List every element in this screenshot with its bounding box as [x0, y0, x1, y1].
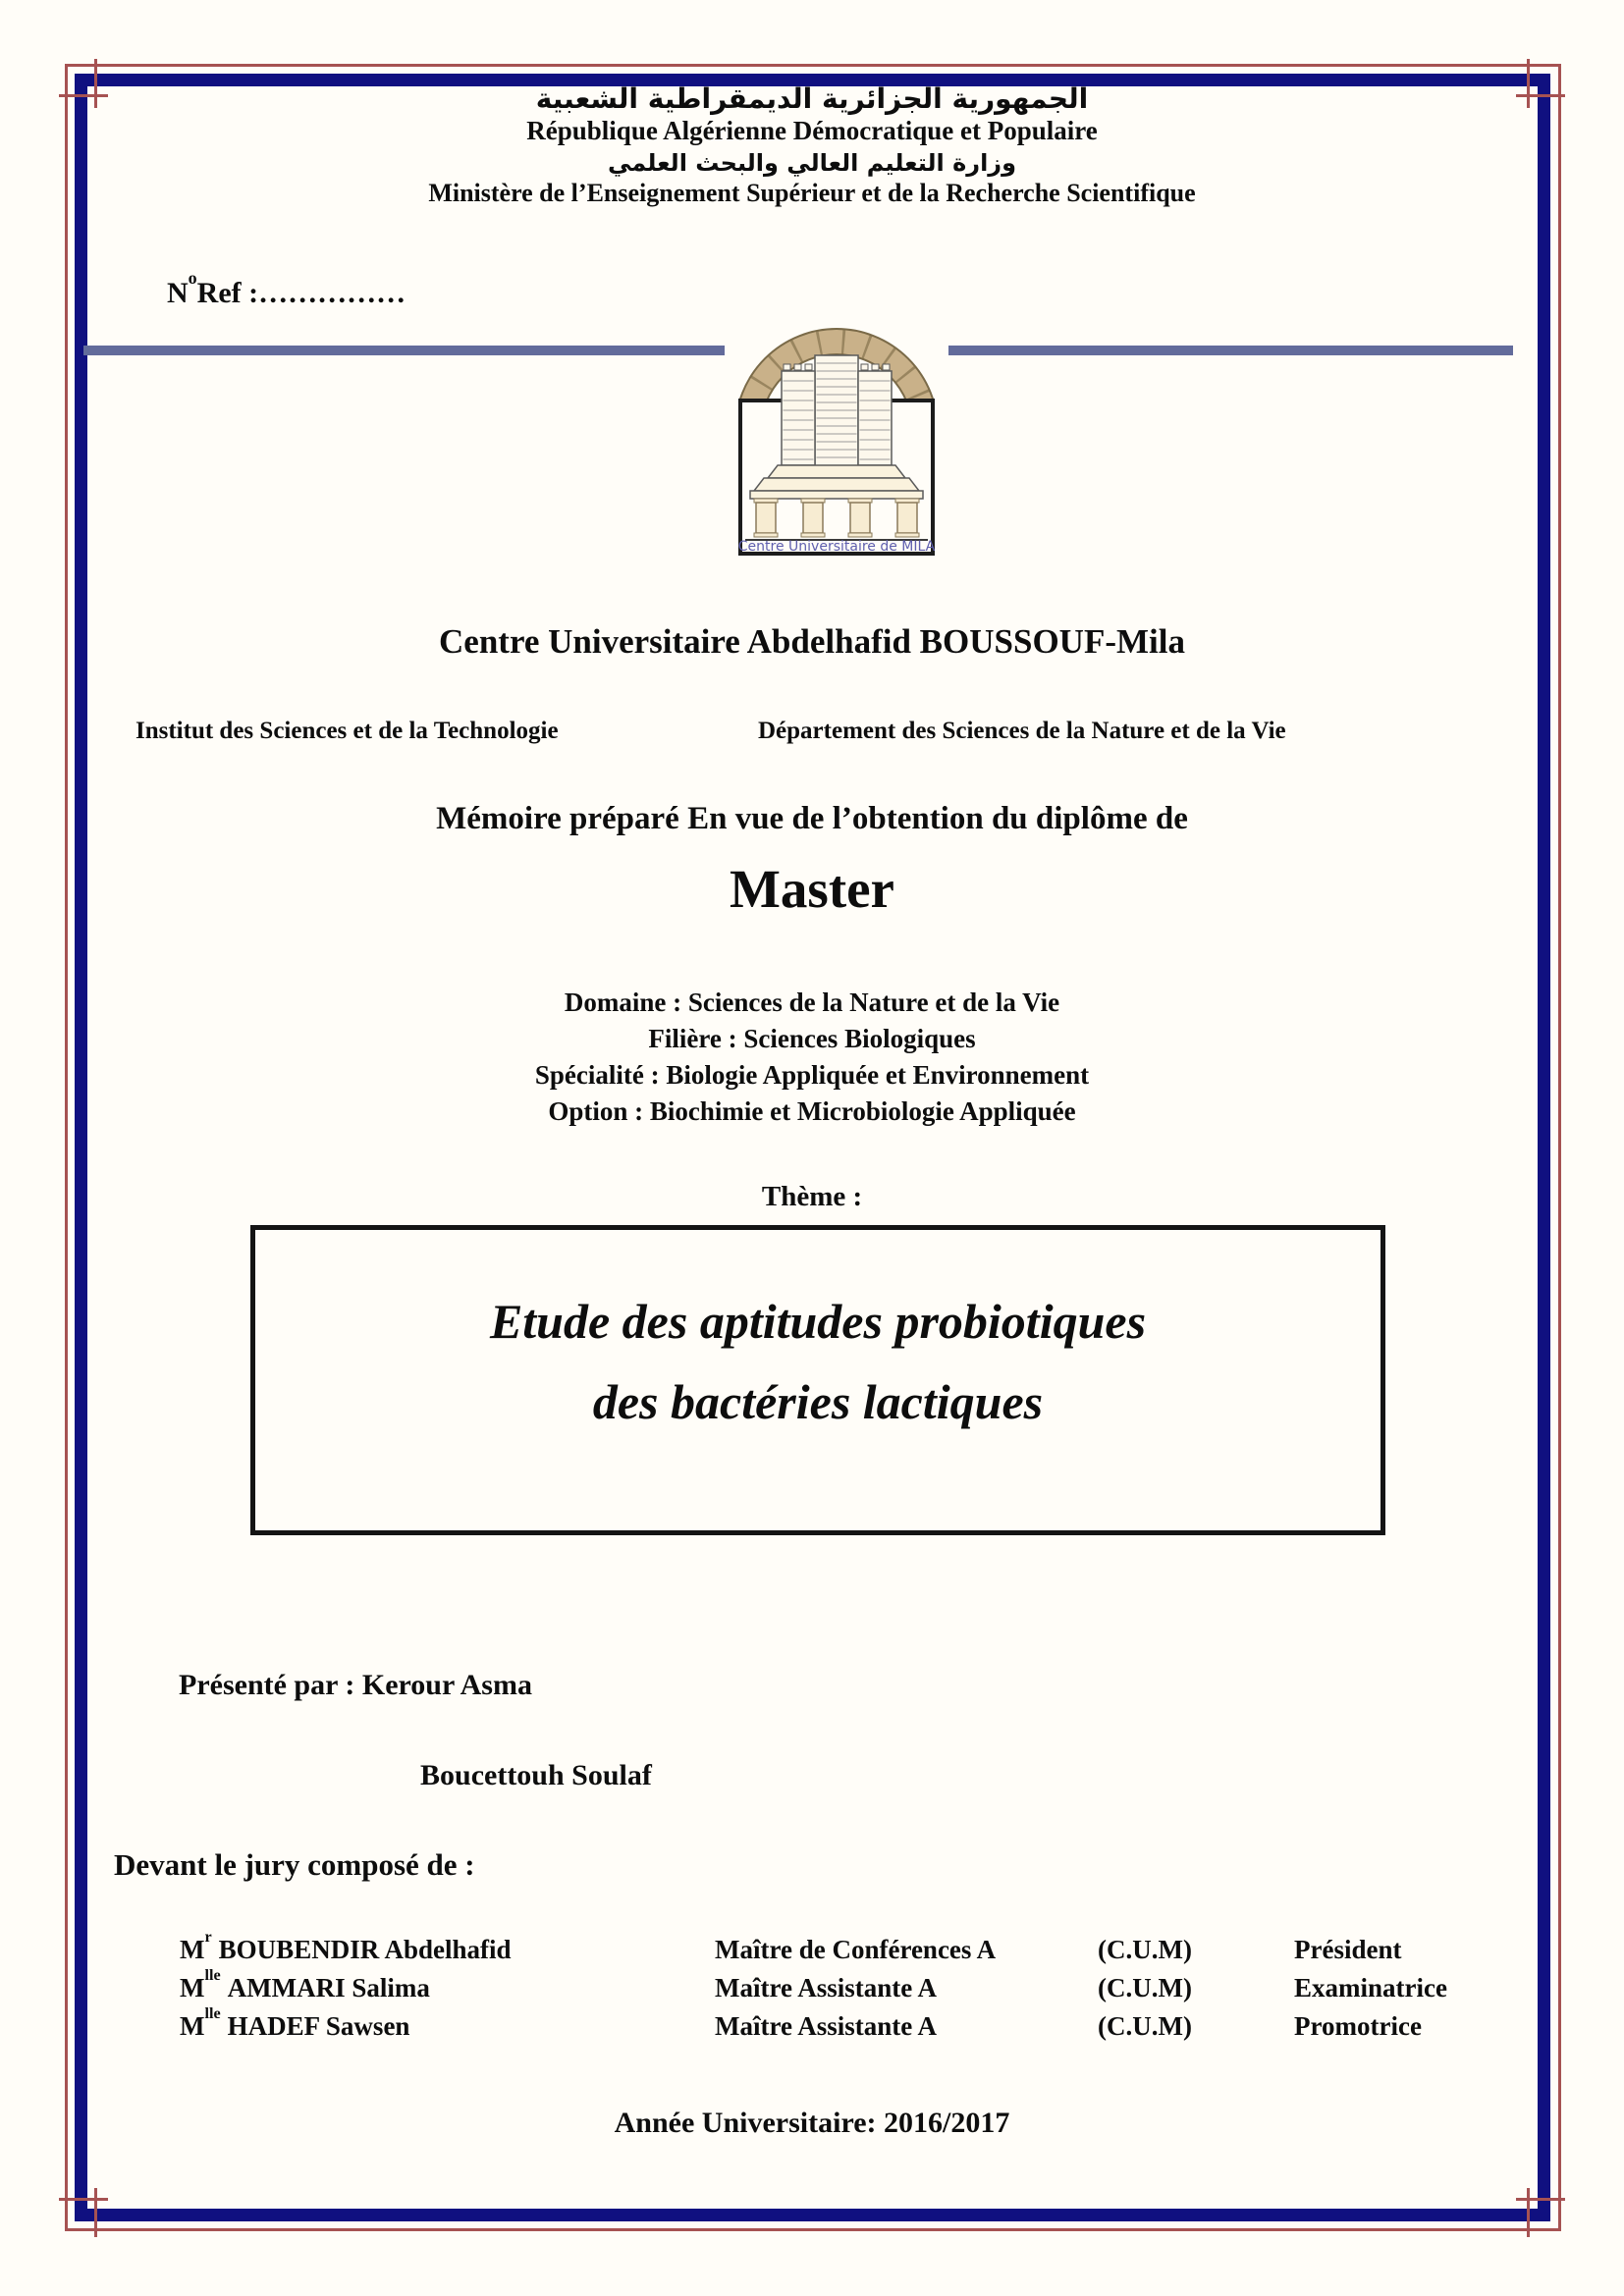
ref-n: N	[167, 277, 189, 309]
honorific-superscript: r	[204, 1927, 212, 1946]
university-logo-graphic	[725, 322, 948, 579]
logo-caption: Centre Universitaire de MILA	[737, 539, 936, 555]
member-name: HADEF Sawsen	[227, 2011, 410, 2041]
ref-superscript: o	[188, 267, 197, 288]
corner-ornament-bottom-right	[1527, 2188, 1530, 2237]
thesis-title	[255, 1230, 1380, 1442]
jury-member-institution: (C.U.M)	[1098, 2011, 1192, 2041]
jury-member-role: Promotrice	[1294, 2011, 1422, 2041]
jury-member-role: Président	[1294, 1935, 1402, 1964]
honorific: M	[180, 1935, 205, 1964]
degree-title: Master	[730, 859, 894, 919]
jury-row	[0, 2003, 1624, 2051]
thesis-title-line-2: des bactéries lactiques	[592, 1374, 1044, 1429]
jury-member-role: Examinatrice	[1294, 1973, 1447, 2002]
reference-number-line	[167, 267, 406, 310]
member-name: BOUBENDIR Abdelhafid	[218, 1935, 512, 1964]
honorific: M	[180, 2011, 205, 2041]
university-name: Centre Universitaire Abdelhafid BOUSSOUF-Mila	[439, 622, 1185, 661]
degree-domain: Domaine : Sciences de la Nature et de la Vie	[564, 988, 1060, 1017]
degree-field: Filière : Sciences Biologiques	[648, 1024, 976, 1053]
republic-title-french: République Algérienne Démocratique et Populaire	[526, 116, 1098, 145]
corner-ornament-top-right	[1527, 59, 1530, 108]
jury-member-name	[180, 1927, 512, 1965]
degree-specialty: Spécialité : Biologie Appliquée et Environnement	[534, 1060, 1090, 1090]
corner-ornament-top-left	[59, 94, 108, 97]
degree-option: Option : Biochimie et Microbiologie Appliquée	[548, 1096, 1076, 1126]
corner-ornament-bottom-right	[1516, 2198, 1565, 2201]
institute-name: Institut des Sciences et de la Technologie	[135, 718, 559, 744]
ministry-title-french: Ministère de l’Enseignement Supérieur et de la Recherche Scientifique	[428, 179, 1196, 207]
republic-title-arabic: الجمهورية الجزائرية الديمقراطية الشعبية	[535, 82, 1089, 115]
jury-heading: Devant le jury composé de :	[114, 1847, 475, 1882]
presented-by: Présenté par : Kerour Asma	[179, 1669, 532, 1701]
jury-member-grade: Maître Assistante A	[715, 1973, 937, 2002]
jury-member-name	[180, 1965, 430, 2003]
jury-member-grade: Maître Assistante A	[715, 2011, 937, 2041]
honorific: M	[180, 1973, 205, 2002]
member-name: AMMARI Salima	[227, 1973, 430, 2002]
second-author: Boucettouh Soulaf	[420, 1759, 652, 1791]
ref-dotted-line: Ref :……………	[196, 277, 406, 309]
jury-member-institution: (C.U.M)	[1098, 1973, 1192, 2002]
corner-ornament-bottom-left	[94, 2188, 97, 2237]
honorific-superscript: lle	[204, 1965, 221, 1984]
jury-row	[0, 1965, 1624, 2012]
jury-member-institution: (C.U.M)	[1098, 1935, 1192, 1964]
theme-title-box	[250, 1225, 1385, 1535]
university-logo	[725, 322, 948, 579]
thesis-title-line-1: Etude des aptitudes probiotiques	[489, 1294, 1147, 1349]
jury-member-name	[180, 2003, 410, 2042]
corner-ornament-top-right	[1516, 94, 1565, 97]
theme-label: Thème :	[761, 1181, 863, 1212]
jury-row	[0, 1927, 1624, 1974]
corner-ornament-top-left	[94, 59, 97, 108]
jury-member-grade: Maître de Conférences A	[715, 1935, 997, 1964]
academic-year: Année Universitaire: 2016/2017	[614, 2107, 1010, 2139]
honorific-superscript: lle	[204, 2003, 221, 2022]
corner-ornament-bottom-left	[59, 2198, 108, 2201]
degree-intro: Mémoire préparé En vue de l’obtention du diplôme de	[436, 801, 1188, 836]
department-name: Département des Sciences de la Nature et de la Vie	[758, 718, 1286, 744]
ministry-title-arabic: وزارة التعليم العالي والبحث العلمي	[607, 149, 1017, 177]
